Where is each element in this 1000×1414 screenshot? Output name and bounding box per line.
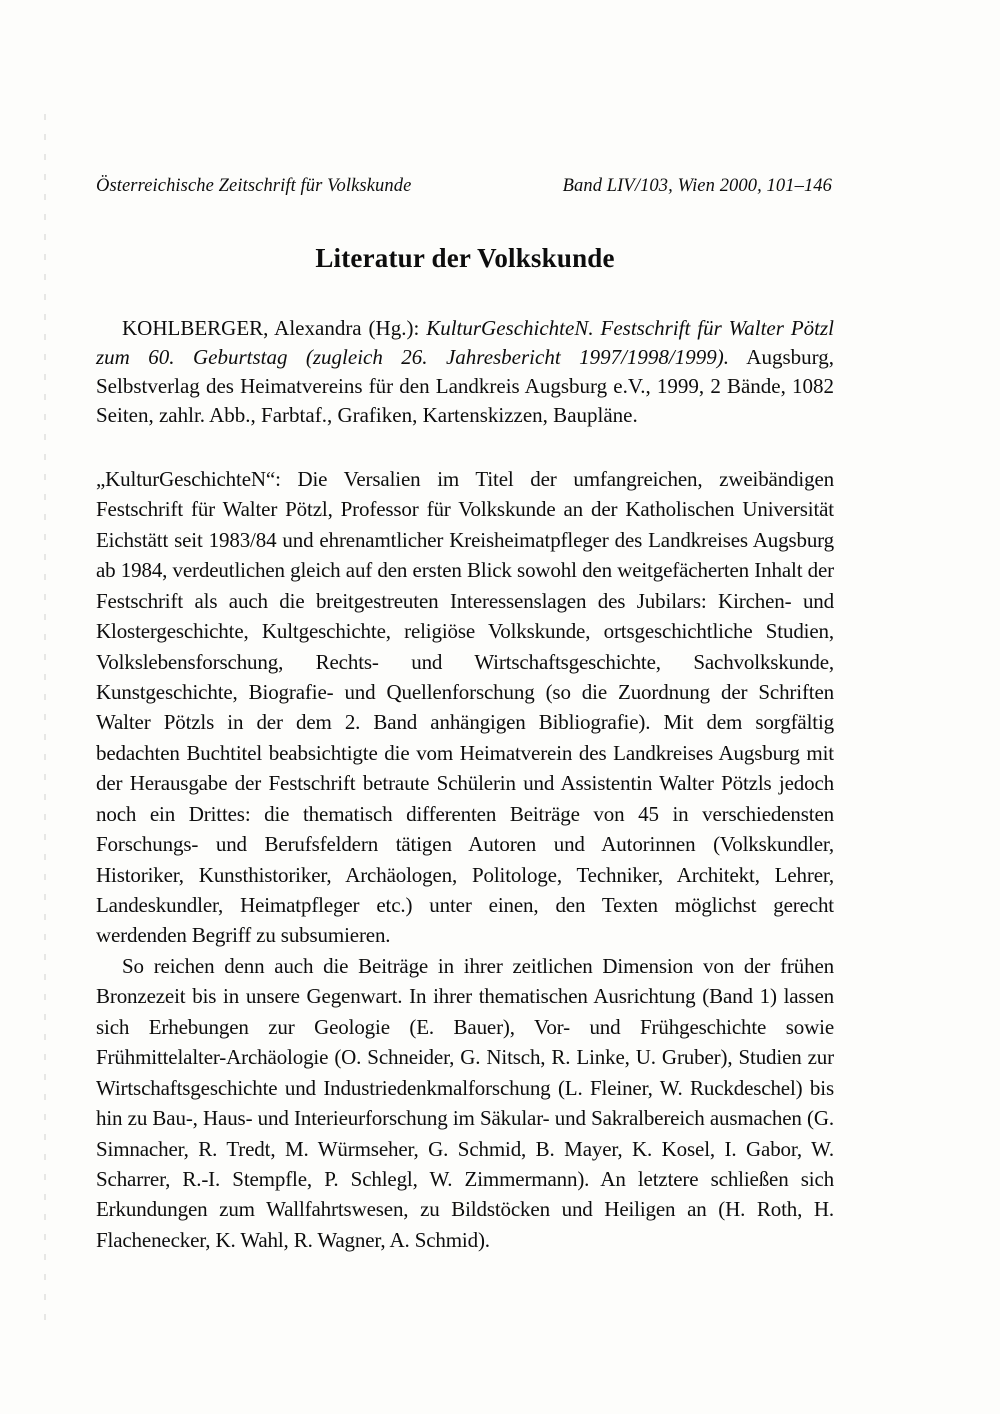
- reference-author: KOHLBERGER, Alexandra (Hg.):: [122, 316, 427, 340]
- journal-name: Österreichische Zeitschrift für Volkskunde: [96, 176, 412, 196]
- issue-citation: Band LIV/103, Wien 2000, 101–146: [562, 176, 832, 196]
- page-content: [96, 176, 834, 1255]
- reference-imprint: Augsburg, Selbstverlag des Heimatvereins für den Landkreis Augsburg e.V., 1999, 2 Bände, 1082 Seiten, zahlr. Abb., Farbtaf., Grafiken, Kartenskizzen, Baupläne.: [96, 344, 834, 427]
- page-title: Literatur der Volkskunde: [315, 243, 615, 273]
- scan-artifact-margin: [44, 100, 46, 1330]
- review-paragraph-1: „KulturGeschichteN“: Die Versalien im Titel der umfangreichen, zweibändigen Festschrift für Walter Pötzl, Professor für Volkskunde an der Katholischen Universität Eichstätt seit 1983/84 und ehrenamtlicher Kreisheimatpfleger des Landkreises Augsburg ab 1984, verdeutlichen gleich auf den ersten Blick sowohl den weitgefächerten Inhalt der Festschrift als auch die breitgestreuten Interessenslagen des Jubilars: Kirchen- und Klostergeschichte, Kultgeschichte, religiöse Volkskunde, ortsgeschichtliche Studien, Volkslebensforschung, Rechts- und Wirtschaftsgeschichte, Sachvolkskunde, Kunstgeschichte, Biografie- und Quellenforschung (so die Zuordnung der Schriften Walter Pötzls in der dem 2. Band anhängigen Bibliografie). Mit dem sorgfältig bedachten Buchtitel beabsichtigte die vom Heimatverein des Landkreises Augsburg mit der Herausgabe der Festschrift betraute Schülerin und Assistentin Walter Pötzls jedoch noch ein Drittes: die thematisch differenten Beiträge von 45 in verschiedensten Forschungs- und Berufsfeldern tätigen Autoren und Autorinnen (Volkskundler, Historiker, Kunsthistoriker, Archäologen, Politologe, Techniker, Architekt, Lehrer, Landeskundler, Heimatpfleger etc.) unter einen, den Texten möglichst gerecht werdenden Begriff zu subsumieren.: [96, 466, 834, 948]
- reference-title: KulturGeschichteN. Festschrift für Walter Pötzl zum 60. Geburtstag (zugleich 26. Jahresbericht 1997/1998/1999).: [96, 316, 834, 369]
- review-paragraph-2: So reichen denn auch die Beiträge in ihrer zeitlichen Dimension von der frühen Bronzezeit bis in unsere Gegenwart. In ihrer thematischen Ausrichtung (Band 1) lassen sich Erhebungen zur Geologie (E. Bauer), Vor- und Frühgeschichte sowie Frühmittelalter-Archäologie (O. Schneider, G. Nitsch, R. Linke, U. Gruber), Studien zur Wirtschaftsgeschichte und Industriedenkmalforschung (L. Fleiner, W. Ruckdeschel) bis hin zu Bau-, Haus- und Interieurforschung im Säkular- und Sakralbereich ausmachen (G. Simnacher, R. Tredt, M. Würmseher, G. Schmid, B. Mayer, K. Kosel, I. Gabor, W. Scharrer, R.-I. Stempfle, P. Schlegl, W. Zimmermann). An letztere schließen sich Erkundungen zum Wallfahrtswesen, zu Bildstöcken und Heiligen an (H. Roth, H. Flachenecker, K. Wahl, R. Wagner, A. Schmid).: [96, 953, 834, 1252]
- bibliographic-reference: [96, 314, 834, 430]
- running-head: [96, 176, 834, 197]
